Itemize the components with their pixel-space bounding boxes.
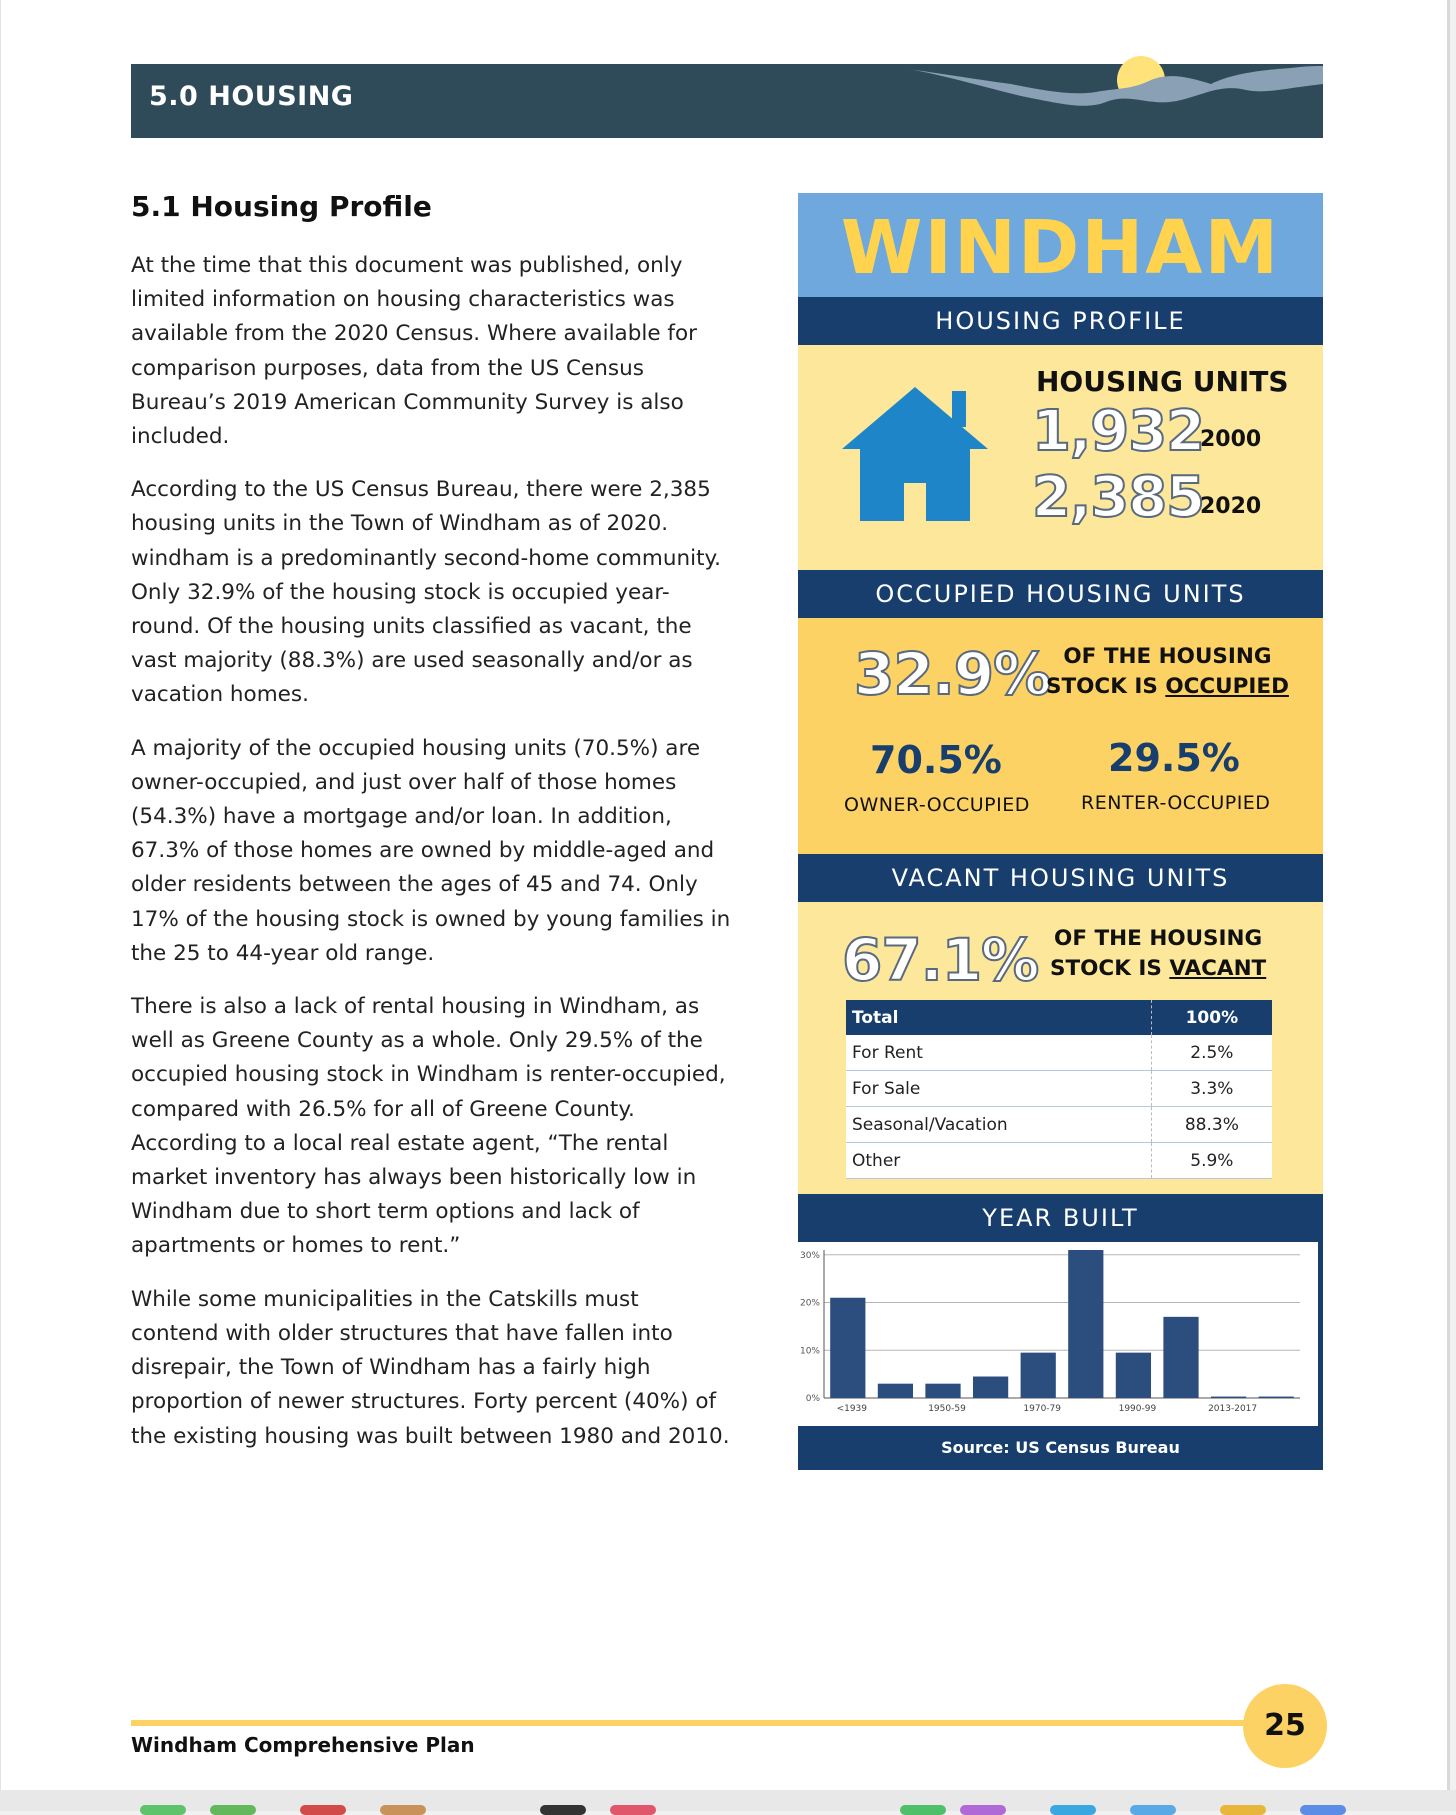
table-row (846, 1035, 1272, 1071)
town-banner (798, 193, 1323, 297)
chart-bar (878, 1384, 913, 1398)
vacant-caption-line2: STOCK IS (1050, 956, 1170, 981)
units-value-2000: 1,932 (1032, 399, 1205, 464)
chart-y-tick-label: 10% (799, 1346, 820, 1357)
chart-bar (830, 1298, 865, 1398)
occupied-caption (1046, 642, 1289, 702)
chart-bar (1163, 1317, 1198, 1398)
housing-units-section (798, 345, 1323, 570)
chart-bar (1068, 1250, 1103, 1398)
mountain-sun-graphic (701, 44, 1323, 140)
chart-y-tick-label: 30% (799, 1250, 820, 1261)
house-icon (842, 387, 988, 521)
year-built-title: YEAR BUILT (982, 1204, 1139, 1232)
table-row (846, 1000, 1272, 1035)
table-cell-value: 2.5% (1151, 1035, 1272, 1071)
occupied-caption-underlined: OCCUPIED (1165, 674, 1289, 699)
dock-app-icon[interactable] (210, 1805, 256, 1815)
town-name: WINDHAM (840, 205, 1281, 291)
table-cell-value: 100% (1151, 1000, 1272, 1035)
dock-app-icon[interactable] (300, 1805, 346, 1815)
units-year-2020: 2020 (1200, 494, 1262, 519)
occupied-caption-line1: OF THE HOUSING (1063, 644, 1272, 669)
housing-profile-panel (798, 193, 1323, 1470)
year-built-chart (798, 1242, 1318, 1426)
chart-bar (1116, 1353, 1151, 1398)
chart-y-tick-label: 0% (805, 1394, 820, 1404)
vacant-breakdown-table (846, 1000, 1272, 1179)
chart-y-tick-label: 20% (799, 1298, 820, 1309)
table-cell-label: For Rent (846, 1035, 1151, 1071)
chart-bar (1259, 1397, 1294, 1398)
vacant-units-bar: VACANT HOUSING UNITS (798, 854, 1323, 902)
dock-app-icon[interactable] (1130, 1805, 1176, 1815)
dock-app-icon[interactable] (900, 1805, 946, 1815)
vacant-caption-underlined: VACANT (1169, 956, 1267, 981)
vacant-caption-line1: OF THE HOUSING (1054, 926, 1263, 951)
dock-app-icon[interactable] (1050, 1805, 1096, 1815)
body-paragraph: At the time that this document was published, only limited information on housing characteristics was available from the 2020 Census. Where available for comparison purposes, data from the US Census Bureau’s 2019 American Community Survey is also included. (131, 253, 697, 450)
vacant-caption (1050, 924, 1266, 984)
chart-x-tick-label: 1970-79 (1023, 1404, 1062, 1414)
occupied-caption-line2: STOCK IS (1046, 674, 1166, 699)
body-paragraph: A majority of the occupied housing units (70.5%) are owner-occupied, and just over half of those homes (54.3%) have a mortgage and/or loan. In addition, 67.3% of those homes are owned by middle-aged and older residents between the ages of 45 and 74. Only 17% of the housing stock is owned by young families in the 25 to 44-year old range. (131, 735, 731, 966)
units-value-2020: 2,385 (1032, 465, 1205, 530)
renter-occupied-label: RENTER-OCCUPIED (1081, 792, 1271, 814)
chart-x-tick-label: 1950-59 (928, 1404, 966, 1414)
body-column (131, 190, 731, 1473)
chart-x-tick-label: 1990-99 (1118, 1404, 1157, 1414)
chart-x-tick-label: <1939 (836, 1404, 868, 1414)
chart-bar (1021, 1353, 1056, 1398)
vacant-units-section (798, 902, 1323, 1194)
dock-app-icon[interactable] (540, 1805, 586, 1815)
section-heading: 5.1 Housing Profile (131, 190, 432, 223)
dock-app-icon[interactable] (140, 1805, 186, 1815)
table-row (846, 1143, 1272, 1179)
chart-bar (973, 1377, 1008, 1398)
body-paragraph: According to the US Census Bureau, there were 2,385 housing units in the Town of Windham as of 2020. windham is a predominantly second-home community. Only 32.9% of the housing stock is occupied year-round. Of the housing units classified as vacant, the vast majority (88.3%) are used seasonally and/or as vacation homes. (131, 477, 722, 708)
vacant-percent: 67.1% (842, 926, 1039, 994)
units-year-2000: 2000 (1200, 427, 1262, 452)
table-cell-label: Total (846, 1000, 1151, 1035)
chart-source: Source: US Census Bureau (941, 1438, 1180, 1457)
occupied-units-bar: OCCUPIED HOUSING UNITS (798, 570, 1323, 618)
table-cell-label: Seasonal/Vacation (846, 1107, 1151, 1143)
table-cell-value: 5.9% (1151, 1143, 1272, 1179)
footer-rule (131, 1720, 1261, 1726)
dock-app-icon[interactable] (1300, 1805, 1346, 1815)
renter-occupied-percent: 29.5% (1108, 736, 1240, 780)
table-cell-value: 88.3% (1151, 1107, 1272, 1143)
chart-bar (1211, 1397, 1246, 1398)
housing-profile-bar: HOUSING PROFILE (798, 297, 1323, 345)
mountain-front-icon (701, 64, 1323, 138)
body-paragraph: There is also a lack of rental housing in Windham, as well as Greene County as a whole. Only 29.5% of the occupied housing stock in Windham is renter-occupied, compared with 26.5% for all of Greene County. According to a local real estate agent, “The rental market inventory has always been historically low in Windham due to short term options and lack of apartments or homes to rent.” (131, 994, 726, 1259)
owner-occupied-label: OWNER-OCCUPIED (844, 794, 1030, 816)
table-cell-label: For Sale (846, 1071, 1151, 1107)
dock-app-icon[interactable] (1220, 1805, 1266, 1815)
body-paragraph: While some municipalities in the Catskills must contend with older structures that have fallen into disrepair, the Town of Windham has a fairly high proportion of newer structures. Forty percent (40%) of the existing housing was built between 1980 and 2010. (131, 1286, 730, 1449)
table-row (846, 1071, 1272, 1107)
year-built-section (798, 1194, 1323, 1470)
chart-x-tick-label: 2013-2017 (1208, 1404, 1258, 1414)
page-number-badge: 25 (1243, 1684, 1327, 1768)
section-label: 5.0 HOUSING (149, 81, 354, 112)
chart-bar (925, 1384, 960, 1398)
dock-app-icon[interactable] (610, 1805, 656, 1815)
app-dock-strip (0, 1790, 1456, 1811)
housing-units-title: HOUSING UNITS (1036, 365, 1289, 398)
owner-occupied-percent: 70.5% (870, 738, 1002, 782)
occupied-percent: 32.9% (854, 640, 1051, 708)
table-cell-value: 3.3% (1151, 1071, 1272, 1107)
dock-app-icon[interactable] (960, 1805, 1006, 1815)
table-cell-label: Other (846, 1143, 1151, 1179)
dock-app-icon[interactable] (380, 1805, 426, 1815)
occupied-units-section (798, 618, 1323, 854)
footer-document-title: Windham Comprehensive Plan (131, 1733, 475, 1757)
table-row (846, 1107, 1272, 1143)
year-built-chart-area (798, 1242, 1318, 1426)
